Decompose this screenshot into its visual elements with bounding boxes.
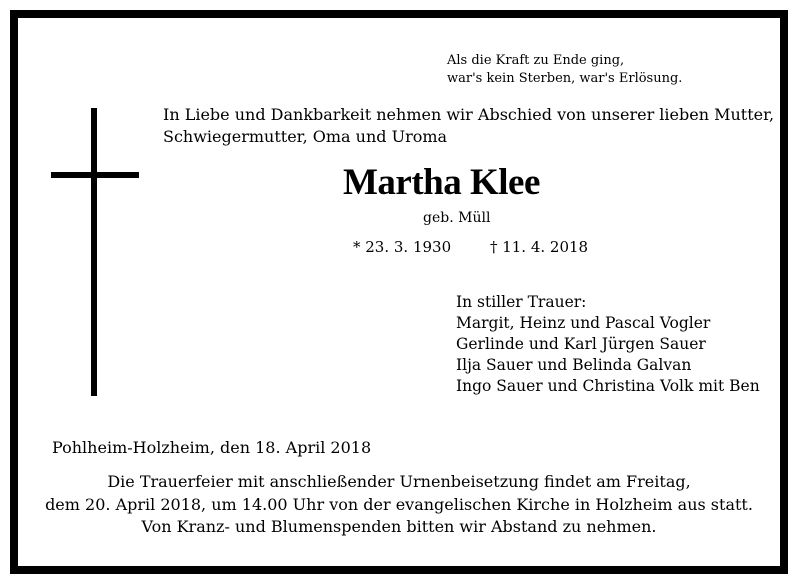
birth-name: geb. Müll [423,210,491,226]
life-dates [353,237,588,257]
mourner-name: Margit, Heinz und Pascal Vogler [456,314,711,332]
mourner-name: Ingo Sauer und Christina Volk mit Ben [456,377,760,395]
place-date: Pohlheim-Holzheim, den 18. April 2018 [52,438,372,457]
obituary-frame [10,10,788,574]
mourner-name: Ilja Sauer und Belinda Galvan [456,356,692,374]
mourners-block [456,292,760,397]
notice-line-3: Von Kranz- und Blumenspenden bitten wir Abstand zu nehmen. [141,517,657,536]
motto-line-2: war's kein Sterben, war's Erlösung. [447,71,683,86]
intro-line-2: Schwiegermutter, Oma und Uroma [163,127,448,146]
cross-vertical-bar [91,108,97,396]
mourners-heading: In stiller Trauer: [456,293,587,311]
notice-line-1: Die Trauerfeier mit anschließender Urnenbeisetzung findet am Freitag, [107,472,691,491]
cross-horizontal-bar [51,172,139,178]
intro-line-1: In Liebe und Dankbarkeit nehmen wir Abschied von unserer lieben Mutter, [163,105,775,124]
funeral-notice [18,471,780,539]
notice-line-2: dem 20. April 2018, um 14.00 Uhr von der evangelischen Kirche in Holzheim aus statt. [45,494,753,514]
deceased-name: Martha Klee [343,162,540,203]
motto-line-1: Als die Kraft zu Ende ging, [447,53,625,68]
motto [447,52,682,88]
intro-text [163,104,774,148]
death-date: † 11. 4. 2018 [489,238,589,256]
mourner-name: Gerlinde und Karl Jürgen Sauer [456,335,706,353]
birth-date: * 23. 3. 1930 [353,238,452,256]
